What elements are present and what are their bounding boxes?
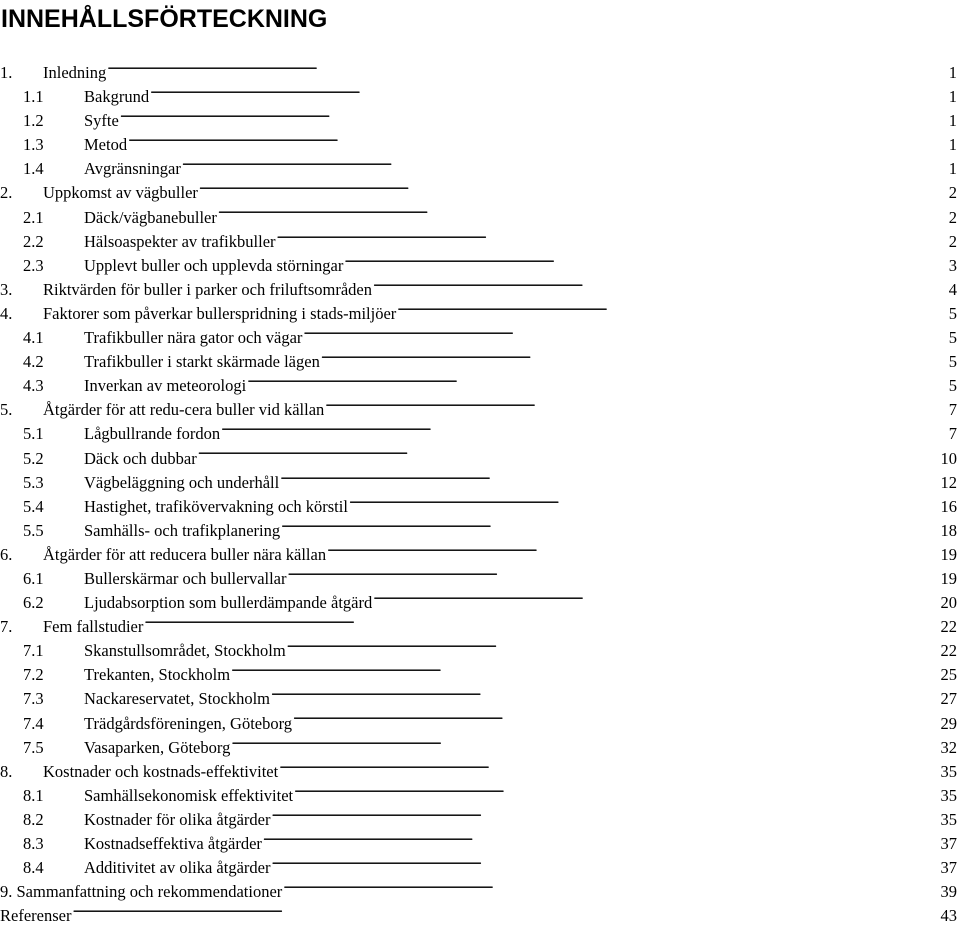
toc-entry-number: 4.1 [23,328,44,348]
toc-entry-page-number: 12 [940,472,957,492]
toc-entry-page-number: 37 [940,834,957,853]
toc-entry-page-number: 18 [940,520,957,540]
toc-entry-title: Skanstullsområdet, Stockholm [84,641,286,661]
toc-entry[interactable] [0,856,960,880]
dot-leader [144,616,939,633]
toc-entry-page-number: 5 [948,376,957,396]
toc-entry-number: 5.2 [23,448,44,468]
toc-entry-number: 7.4 [23,713,44,733]
toc-entry-page-number: 20 [940,593,957,613]
toc-entry-page-number: 43 [940,906,957,926]
toc-entry-page-number: 1 [948,63,957,82]
dot-leader [281,519,939,536]
toc-entry-number: 2. [0,183,13,203]
toc-entry[interactable] [0,157,960,181]
toc-entry-page-number: 5 [948,352,957,372]
toc-entry-page-number: 22 [940,617,957,637]
dot-leader [397,302,946,319]
toc-entry-title: 9. Sammanfattning och rekommendationer [0,882,283,902]
toc-entry-title: Bakgrund [84,87,150,107]
dot-leader [280,471,939,488]
toc-entry-title: Metod [84,135,128,155]
toc-entry-page-number: 19 [940,568,957,588]
dot-leader [283,881,939,898]
toc-entry[interactable] [0,133,960,157]
dot-leader [373,278,946,295]
dot-leader [327,543,939,560]
toc-entry[interactable] [0,109,960,133]
toc-entry-number: 2.3 [23,255,44,275]
toc-entry[interactable] [0,519,960,543]
dot-leader [277,230,946,247]
toc-entry-number: 8.1 [23,785,44,805]
toc-entry-page-number: 27 [940,689,957,709]
toc-entry-page-number: 1 [948,111,957,131]
dot-leader [182,158,946,175]
toc-entry[interactable] [0,447,960,471]
toc-entry[interactable] [0,495,960,519]
dot-leader [321,351,946,368]
dot-leader [231,736,939,753]
toc-entry-page-number: 25 [940,665,957,685]
toc-entry-title: Bullerskärmar och bullervallar [84,568,287,588]
dot-leader [198,447,940,464]
toc-entry-title: Vägbeläggning och underhåll [84,472,280,492]
toc-entry-title: Trekanten, Stockholm [84,665,231,685]
toc-entry-title: Hastighet, trafikövervakning och körstil [84,496,348,516]
toc-entry-number: 5. [0,400,13,420]
toc-entry[interactable] [0,230,960,254]
toc-entry-title: Ljudabsorption som bullerdämpande åtgärd [84,593,373,613]
toc-entry-number: 7.5 [23,737,44,757]
toc-entry[interactable] [0,736,960,760]
toc-entry-page-number: 1 [948,87,957,107]
toc-entry-number: 8.2 [23,809,44,829]
dot-leader [293,712,939,729]
toc-entry[interactable] [0,567,960,591]
toc-entry-title: Samhällsekonomisk effektivitet [84,785,294,805]
dot-leader [199,182,946,199]
toc-entry[interactable] [0,591,960,615]
toc-entry-title: Hälsoaspekter av trafikbuller [84,231,276,251]
toc-entry-number: 1.3 [23,135,44,155]
dot-leader [120,110,946,127]
table-of-contents [0,61,960,928]
toc-entry-title: Fem fallstudier [43,617,144,637]
toc-entry-page-number: 37 [940,858,957,878]
dot-leader [303,327,946,344]
toc-entry-page-number: 19 [940,544,957,564]
toc-entry[interactable] [0,712,960,736]
toc-entry[interactable] [0,61,960,85]
toc-entry-title: Åtgärder för att redu-cera buller vid källan [43,400,325,420]
toc-entry-title: Avgränsningar [84,159,181,179]
toc-entry-page-number: 5 [948,328,957,348]
toc-entry-number: 8. [0,761,13,781]
toc-entry[interactable] [0,639,960,663]
toc-entry-title: Upplevt buller och upplevda störningar [84,255,344,275]
toc-entry-page-number: 1 [948,159,957,179]
toc-entry-page-number: 32 [940,737,957,757]
dot-leader [288,567,940,584]
dot-leader [72,905,939,922]
toc-entry-number: 1.4 [23,159,44,179]
dot-leader [287,640,940,657]
toc-entry[interactable] [0,302,960,326]
toc-entry-title: Trafikbuller nära gator och vägar [84,328,303,348]
toc-entry-page-number: 39 [940,882,957,902]
toc-entry-number: 5.3 [23,472,44,492]
dot-leader [271,857,939,874]
toc-entry-number: 6.2 [23,593,44,613]
toc-entry-title: Åtgärder för att reducera buller nära källan [43,544,327,564]
toc-entry-number: 1. [0,63,13,82]
toc-entry[interactable] [0,422,960,446]
toc-entry[interactable] [0,326,960,350]
toc-entry[interactable] [0,181,960,205]
toc-entry-title: Däck/vägbanebuller [84,207,217,227]
toc-entry-number: 1.1 [23,87,44,107]
toc-entry-number: 3. [0,279,13,299]
toc-entry[interactable] [0,808,960,832]
dot-leader [325,399,946,416]
toc-entry-title: Nackareservatet, Stockholm [84,689,271,709]
toc-entry-title: Additivitet av olika åtgärder [84,858,271,878]
toc-entry-number: 1.2 [23,111,44,131]
toc-entry-title: Kostnader för olika åtgärder [84,809,271,829]
toc-entry-title: Referenser [0,906,72,926]
toc-entry-number: 5.5 [23,520,44,540]
toc-entry[interactable] [0,543,960,567]
toc-entry-title: Lågbullrande fordon [84,424,221,444]
toc-entry-title: Inverkan av meteorologi [84,376,247,396]
dot-leader [279,760,939,777]
toc-entry-number: 7.1 [23,641,44,661]
toc-entry-number: 2.1 [23,207,44,227]
toc-entry[interactable] [0,904,960,928]
toc-entry-page-number: 2 [948,231,957,251]
dot-leader [128,134,946,151]
toc-entry-number: 7.2 [23,665,44,685]
dot-leader [247,375,946,392]
toc-entry-title: Kostnader och kostnads-effektivitet [43,761,279,781]
toc-entry-number: 8.3 [23,834,44,853]
toc-entry-page-number: 35 [940,809,957,829]
toc-entry[interactable] [0,760,960,784]
dot-leader [263,833,940,850]
toc-entry-number: 8.4 [23,858,44,878]
toc-entry[interactable] [0,471,960,495]
toc-entry-number: 5.1 [23,424,44,444]
toc-entry[interactable] [0,663,960,687]
toc-entry[interactable] [0,880,960,904]
toc-entry-number: 2.2 [23,231,44,251]
toc-entry-page-number: 5 [948,303,957,323]
dot-leader [349,495,940,512]
toc-entry-title: Syfte [84,111,119,131]
dot-leader [271,808,939,825]
dot-leader [271,688,939,705]
toc-entry[interactable] [0,784,960,808]
toc-entry-title: Däck och dubbar [84,448,197,468]
dot-leader [107,62,946,79]
toc-entry-number: 6.1 [23,568,44,588]
toc-entry[interactable] [0,687,960,711]
toc-entry[interactable] [0,615,960,639]
toc-entry-page-number: 3 [948,255,957,275]
toc-entry[interactable] [0,832,960,856]
toc-entry-number: 4.2 [23,352,44,372]
toc-entry[interactable] [0,398,960,422]
toc-entry-number: 6. [0,544,13,564]
toc-entry-page-number: 7 [948,424,957,444]
toc-entry[interactable] [0,278,960,302]
dot-leader [150,86,946,103]
page-title: INNEHÅLLSFÖRTECKNING [1,5,328,33]
toc-entry-title: Trafikbuller i starkt skärmade lägen [84,352,320,372]
toc-entry-title: Faktorer som påverkar bullerspridning i stads-miljöer [43,303,397,323]
toc-entry-number: 4. [0,303,13,323]
toc-entry[interactable] [0,254,960,278]
dot-leader [221,423,946,440]
toc-entry-page-number: 22 [940,641,957,661]
dot-leader [344,254,946,271]
toc-entry-title: Samhälls- och trafikplanering [84,520,281,540]
toc-entry-title: Riktvärden för buller i parker och friluftsområden [43,279,372,299]
toc-entry[interactable] [0,374,960,398]
toc-entry[interactable] [0,206,960,230]
toc-entry[interactable] [0,350,960,374]
dot-leader [294,784,939,801]
toc-entry-page-number: 2 [948,183,957,203]
toc-entry-page-number: 1 [948,135,957,155]
dot-leader [231,664,939,681]
toc-entry-page-number: 16 [940,496,957,516]
toc-entry-number: 7.3 [23,689,44,709]
toc-entry-page-number: 35 [940,785,957,805]
toc-entry-title: Uppkomst av vägbuller [43,183,198,203]
toc-entry-page-number: 2 [948,207,957,227]
toc-entry-title: Inledning [43,63,107,82]
dot-leader [373,592,939,609]
toc-entry[interactable] [0,85,960,109]
toc-entry-number: 5.4 [23,496,44,516]
toc-entry-title: Kostnadseffektiva åtgärder [84,834,262,853]
toc-entry-title: Trädgårdsföreningen, Göteborg [84,713,293,733]
dot-leader [218,206,946,223]
toc-entry-page-number: 10 [940,448,957,468]
toc-entry-page-number: 4 [948,279,957,299]
toc-entry-number: 4.3 [23,376,44,396]
toc-entry-page-number: 7 [948,400,957,420]
toc-entry-page-number: 29 [940,713,957,733]
toc-entry-number: 7. [0,617,13,637]
toc-entry-page-number: 35 [940,761,957,781]
toc-entry-title: Vasaparken, Göteborg [84,737,231,757]
